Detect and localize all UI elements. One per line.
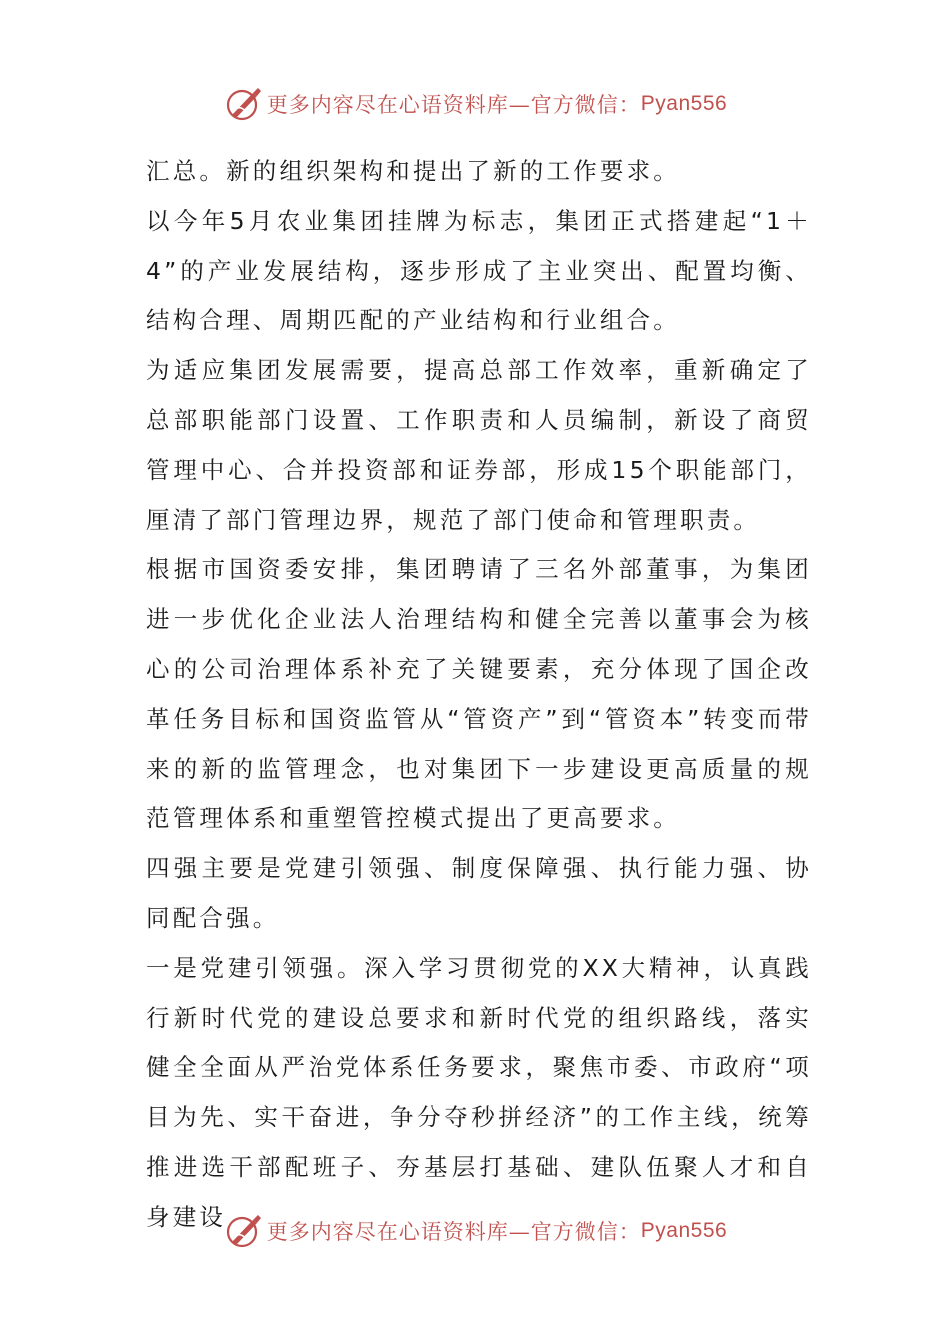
watermark-wechat-id: Pyan556 bbox=[640, 92, 728, 115]
paragraph: 以今年5月农业集团挂牌为标志，集团正式搭建起“1＋4”的产业发展结构，逐步形成了主业突出、配置均衡、结构合理、周期匹配的产业结构和行业组合。 bbox=[146, 206, 812, 335]
header-watermark bbox=[0, 84, 950, 124]
watermark-wechat-id: Pyan556 bbox=[640, 1219, 728, 1242]
paragraph: 四强主要是党建引领强、制度保障强、执行能力强、协同配合强。 bbox=[146, 854, 812, 932]
document-body bbox=[146, 147, 812, 1243]
paragraph: 根据市国资委安排，集团聘请了三名外部董事，为集团进一步优化企业法人治理结构和健全完善以董事会为核心的公司治理体系补充了关键要素，充分体现了国企改革任务目标和国资监管从“管资产”到“管资本”转变而带来的新的监管理念，也对集团下一步建设更高质量的规范管理体系和重塑管控模式提出了更高要求。 bbox=[146, 555, 812, 833]
pen-seal-logo-icon bbox=[223, 1211, 263, 1251]
watermark-text: 更多内容尽在心语资料库—官方微信： bbox=[266, 93, 641, 117]
watermark-text: 更多内容尽在心语资料库—官方微信： bbox=[266, 1220, 641, 1244]
footer-watermark bbox=[0, 1211, 950, 1251]
pen-seal-logo-icon bbox=[223, 84, 263, 124]
paragraph: 汇总。新的组织架构和提出了新的工作要求。 bbox=[146, 157, 680, 185]
paragraph: 为适应集团发展需要，提高总部工作效率，重新确定了总部职能部门设置、工作职责和人员编制，新设了商贸管理中心、合并投资部和证券部，形成15个职能部门，厘清了部门管理边界，规范了部门使命和管理职责。 bbox=[146, 356, 812, 534]
paragraph: 一是党建引领强。深入学习贯彻党的XX大精神，认真践行新时代党的建设总要求和新时代党的组织路线，落实健全全面从严治党体系任务要求，聚焦市委、市政府“项目为先、实干奋进，争分夺秒拼经济”的工作主线，统筹推进选干部配班子、夯基层打基础、建队伍聚人才和自身建设 bbox=[146, 953, 812, 1231]
